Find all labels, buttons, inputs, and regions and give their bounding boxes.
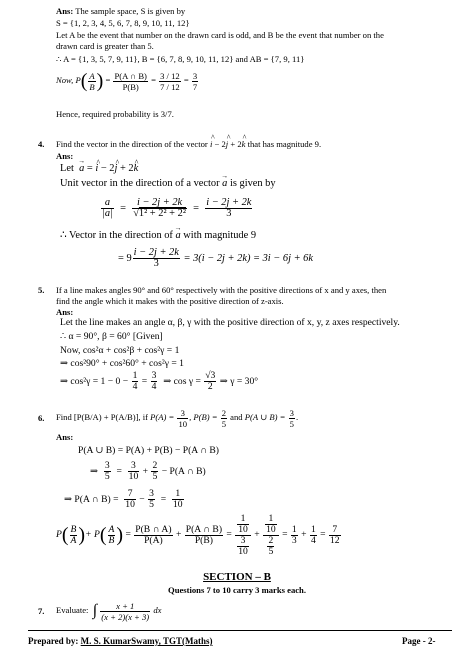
q5-number: 5. bbox=[38, 285, 45, 295]
q5-question-line1: If a line makes angles 90° and 60° respectively with the positive directions of x and y axes, then bbox=[56, 285, 387, 295]
q7-number: 7. bbox=[38, 606, 45, 616]
q5-line4: ⇒ cos²90° + cos²60° + cos²γ = 1 bbox=[60, 358, 184, 369]
footer-prepared: Prepared by: M. S. KumarSwamy, TGT(Maths) bbox=[28, 636, 213, 646]
q6-line4: P( $\frac{B}{A}$ )+ P( $\frac{A}{B}$ ) = $\frac{P(B \cap A)}{P(A)}$ + $\frac{P(A \cap B)}{P(B)}$ = $\frac{\frac{1}{10}}{\frac{3}{10}}$ + $\frac{\frac{1}{10}}{\frac{2}{5}}$ = $\frac{1}{3}$ + $\frac{1}{4}$ = $\frac{7}{12}$ bbox=[56, 512, 340, 557]
q3-line4: drawn card is greater than 5. bbox=[56, 41, 154, 51]
q4-unit-text: Unit vector in the direction of a vector → a is given by bbox=[60, 178, 276, 190]
q3-line3: Let A be the event that number on the drawn card is odd, and B be the event that number on the bbox=[56, 30, 384, 40]
q5-ans-label: Ans: bbox=[56, 307, 74, 317]
q3-line5: ∴ A = {1, 3, 5, 7, 9, 11}, B = {6, 7, 8, 9, 10, 11, 12} and AB = {7, 9, 11} bbox=[56, 54, 305, 64]
q4-number: 4. bbox=[38, 139, 45, 149]
q3-equation: Now, P( $\frac{A}{B}$ ) = $\frac{P(A \cap B)}{P(B)}$ = $\frac{3 / 12}{7 / 12}$ = $\frac{3}{7}$ bbox=[56, 70, 198, 93]
q3-line2: S = {1, 2, 3, 4, 5, 6, 7, 8, 9, 10, 11, 12} bbox=[56, 18, 190, 28]
q6-question: Find [P(B/A) + P(A/B)], if P(A) = $\frac{3}{10}$ , P(B) = $\frac{2}{5}$ and P(A ∪ B) = $\frac{3}{5}$ . bbox=[56, 407, 299, 429]
q5-line3: Now, cos²α + cos²β + cos²γ = 1 bbox=[60, 345, 180, 356]
q6-number: 6. bbox=[38, 413, 45, 423]
q6-line3: ⇒ P(A ∩ B) = $\frac{7}{10}$ − $\frac{3}{5}$ = $\frac{1}{10}$ bbox=[64, 488, 183, 511]
q5-line1: Let the line makes an angle α, β, γ with the positive direction of x, y, z axes respectively. bbox=[60, 317, 400, 328]
q6-ans-label: Ans: bbox=[56, 432, 74, 442]
q4-ans-label: Ans: bbox=[56, 151, 74, 161]
q4-therefore: ∴ Vector in the direction of → a with magnitude 9 bbox=[60, 230, 256, 242]
q6-line2: ⇒ $\frac{3}{5}$ = $\frac{3}{10}$ + $\frac{2}{5}$ − P(A ∩ B) bbox=[90, 460, 206, 483]
q5-question-line2: find the angle which it makes with the positive direction of z-axis. bbox=[56, 296, 284, 306]
q5-line2: ∴ α = 90°, β = 60° [Given] bbox=[60, 331, 163, 342]
section-subtitle: Questions 7 to 10 carry 3 marks each. bbox=[168, 585, 306, 595]
q6-line1: P(A ∪ B) = P(A) + P(B) − P(A ∩ B) bbox=[78, 445, 220, 456]
q3-line1: Ans: The sample space, S is given by bbox=[56, 6, 186, 16]
q4-unit-fraction: $\frac{a}{|a|}$ = $\frac{i - 2j + 2k}{\text{√1² + 2² + 2²}}$ = $\frac{i - 2j + 2k}{3}$ bbox=[102, 197, 252, 220]
footer-page-number: Page - 2- bbox=[402, 636, 436, 646]
q3-hence: Hence, required probability is 3/7. bbox=[56, 109, 174, 119]
q4-let: Let → a = ^ i − 2^ j + 2^ k bbox=[60, 163, 138, 175]
q4-final: = 9 $\frac{i - 2j + 2k}{3}$ = 3(i − 2j + 2k) = 3i − 6j + 6k bbox=[118, 247, 313, 270]
q5-line5: ⇒ cos²γ = 1 − 0 − $\frac{1}{4}$ = $\frac{3}{4}$ ⇒ cos γ = $\frac{√3}{2}$ ⇒ γ = 30° bbox=[60, 370, 259, 393]
section-title: SECTION – B bbox=[203, 571, 271, 583]
q4-question: Find the vector in the direction of the vector ^ i − 2^ j + 2^ k that has magnitude 9. bbox=[56, 139, 321, 149]
q7-question: Evaluate: ∫ $\frac{x + 1}{(x + 2)(x + 3)}$ dx bbox=[56, 600, 162, 622]
footer-divider bbox=[28, 630, 452, 631]
